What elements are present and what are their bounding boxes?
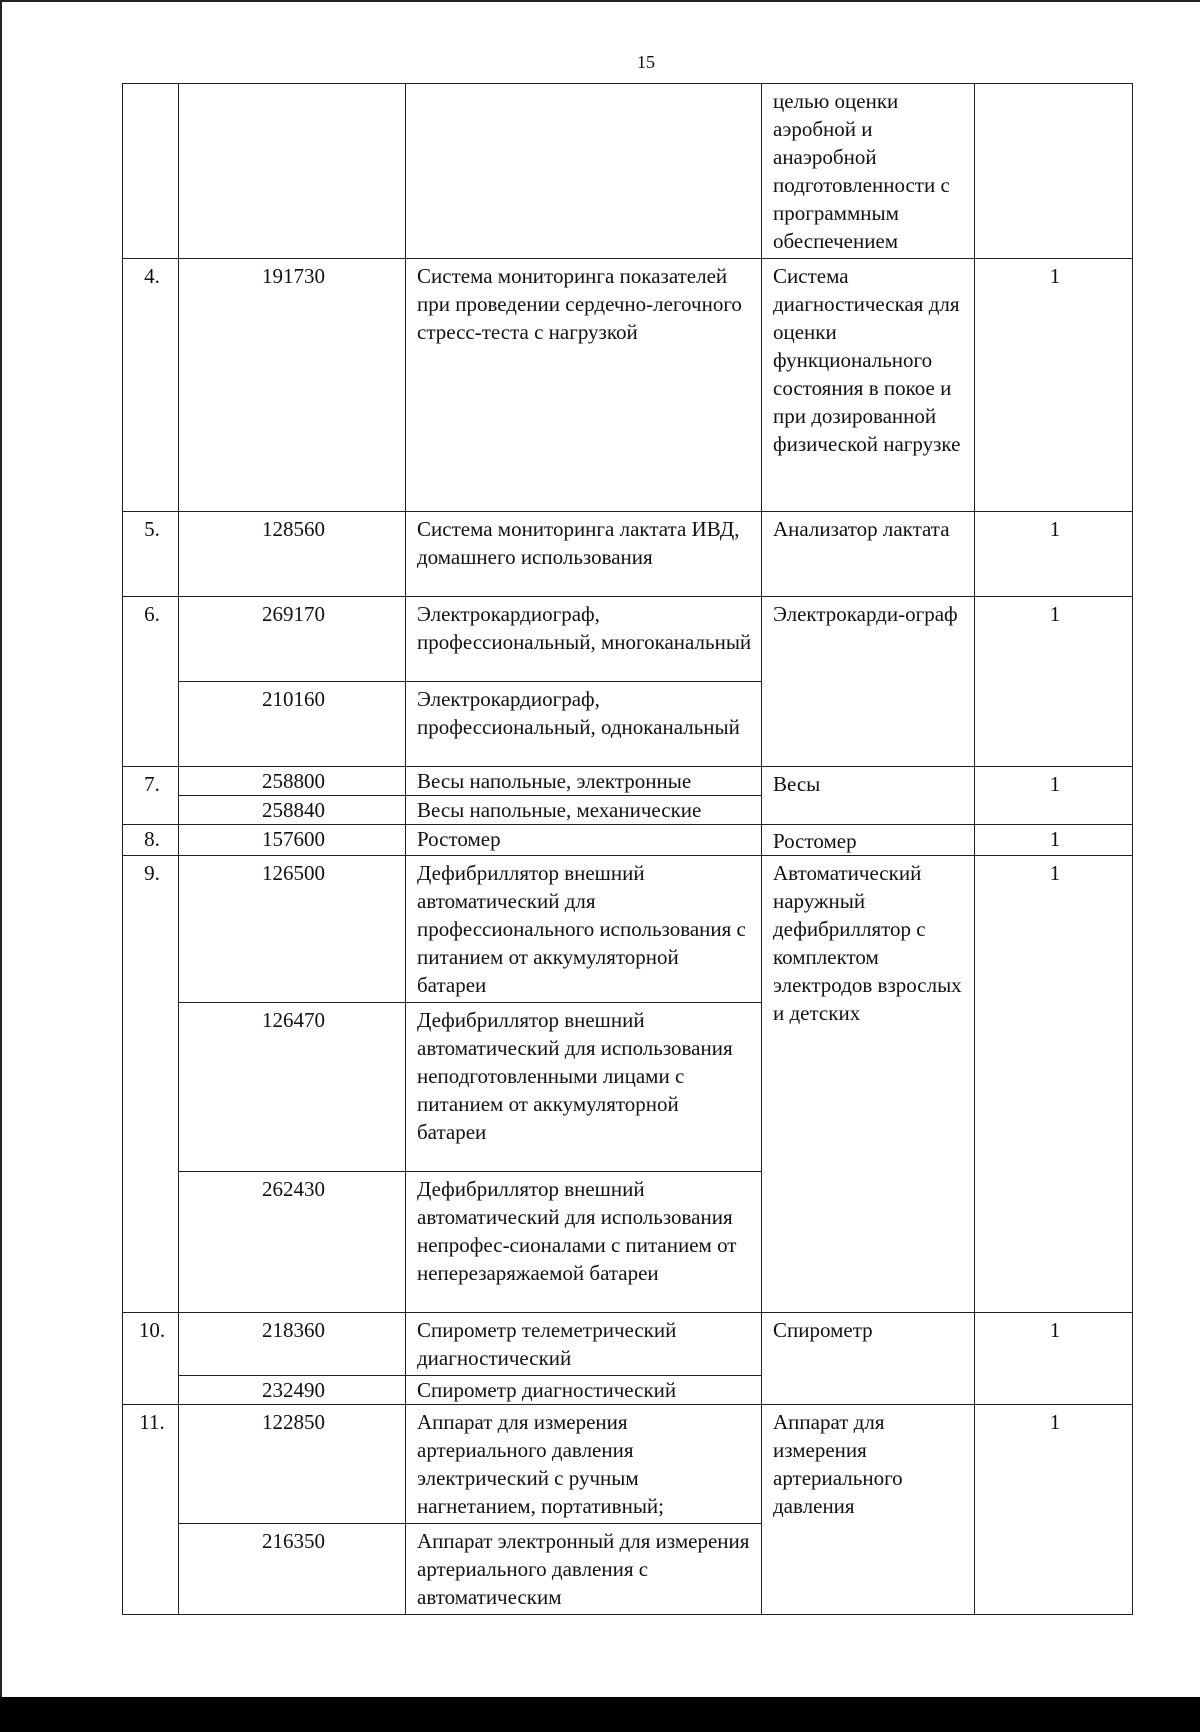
name-cell [406,84,762,259]
type-cell: Анализатор лактата [762,512,975,597]
type-cell: Электрокарди-ограф [762,597,975,767]
type-cell: Спирометр [762,1313,975,1405]
name-cell: Весы напольные, механические [406,796,762,825]
code-cell: 218360 [179,1313,406,1376]
code-cell: 126500 [179,856,406,1003]
scan-bottom-bar [0,1697,1200,1732]
table-row [123,1313,1133,1376]
row-number [123,84,179,259]
page-number: 15 [637,52,655,72]
table-row [123,767,1133,796]
name-cell: Электрокардиограф, профессиональный, многоканальный [406,597,762,682]
code-cell: 216350 [179,1524,406,1615]
code-cell: 128560 [179,512,406,597]
table-row [123,856,1133,1003]
qty-cell: 1 [975,259,1133,512]
code-cell: 269170 [179,597,406,682]
type-cell: Весы [762,767,975,825]
name-cell: Система мониторинга показателей при проведении сердечно-легочного стресс-теста с нагрузкой [406,259,762,512]
code-cell [179,84,406,259]
name-cell: Аппарат для измерения артериального давления электрический с ручным нагнетанием, портативный; [406,1405,762,1524]
name-cell: Дефибриллятор внешний автоматический для использования неподготовленными лицами с питанием от аккумуляторной батареи [406,1003,762,1172]
name-cell: Электрокардиограф, профессиональный, одноканальный [406,682,762,767]
table-row [123,597,1133,682]
qty-cell: 1 [975,1313,1133,1405]
table-row [123,512,1133,597]
row-number: 10. [123,1313,179,1405]
qty-cell: 1 [975,856,1133,1313]
table-row [123,825,1133,856]
code-cell: 122850 [179,1405,406,1524]
row-number: 7. [123,767,179,825]
name-cell: Дефибриллятор внешний автоматический для профессионального использования с питанием от аккумуляторной батареи [406,856,762,1003]
row-number: 9. [123,856,179,1313]
type-cell: целью оценки аэробной и анаэробной подготовленности с программным обеспечением [762,84,975,259]
code-cell: 232490 [179,1376,406,1405]
type-cell: Система диагностическая для оценки функционального состояния в покое и при дозированной физической нагрузке [762,259,975,512]
code-cell: 258840 [179,796,406,825]
name-cell: Спирометр диагностический [406,1376,762,1405]
row-number: 5. [123,512,179,597]
name-cell: Аппарат электронный для измерения артериального давления с автоматическим [406,1524,762,1615]
qty-cell: 1 [975,512,1133,597]
code-cell: 258800 [179,767,406,796]
name-cell: Весы напольные, электронные [406,767,762,796]
table-row [123,259,1133,512]
code-cell: 262430 [179,1172,406,1313]
code-cell: 210160 [179,682,406,767]
table-row [123,1405,1133,1524]
code-cell: 191730 [179,259,406,512]
row-number: 11. [123,1405,179,1615]
qty-cell: 1 [975,597,1133,767]
qty-cell: 1 [975,1405,1133,1615]
name-cell: Система мониторинга лактата ИВД, домашнего использования [406,512,762,597]
table-row [123,84,1133,259]
name-cell: Спирометр телеметрический диагностический [406,1313,762,1376]
row-number: 8. [123,825,179,856]
equipment-table [122,83,1133,1615]
row-number: 6. [123,597,179,767]
type-cell: Ростомер [762,825,975,856]
code-cell: 126470 [179,1003,406,1172]
name-cell: Дефибриллятор внешний автоматический для использования непрофес-сионалами с питанием от неперезаряжаемой батареи [406,1172,762,1313]
code-cell: 157600 [179,825,406,856]
type-cell: Аппарат для измерения артериального давления [762,1405,975,1615]
qty-cell: 1 [975,767,1133,825]
name-cell: Ростомер [406,825,762,856]
row-number: 4. [123,259,179,512]
type-cell: Автоматический наружный дефибриллятор с комплектом электродов взрослых и детских [762,856,975,1313]
qty-cell: 1 [975,825,1133,856]
qty-cell [975,84,1133,259]
